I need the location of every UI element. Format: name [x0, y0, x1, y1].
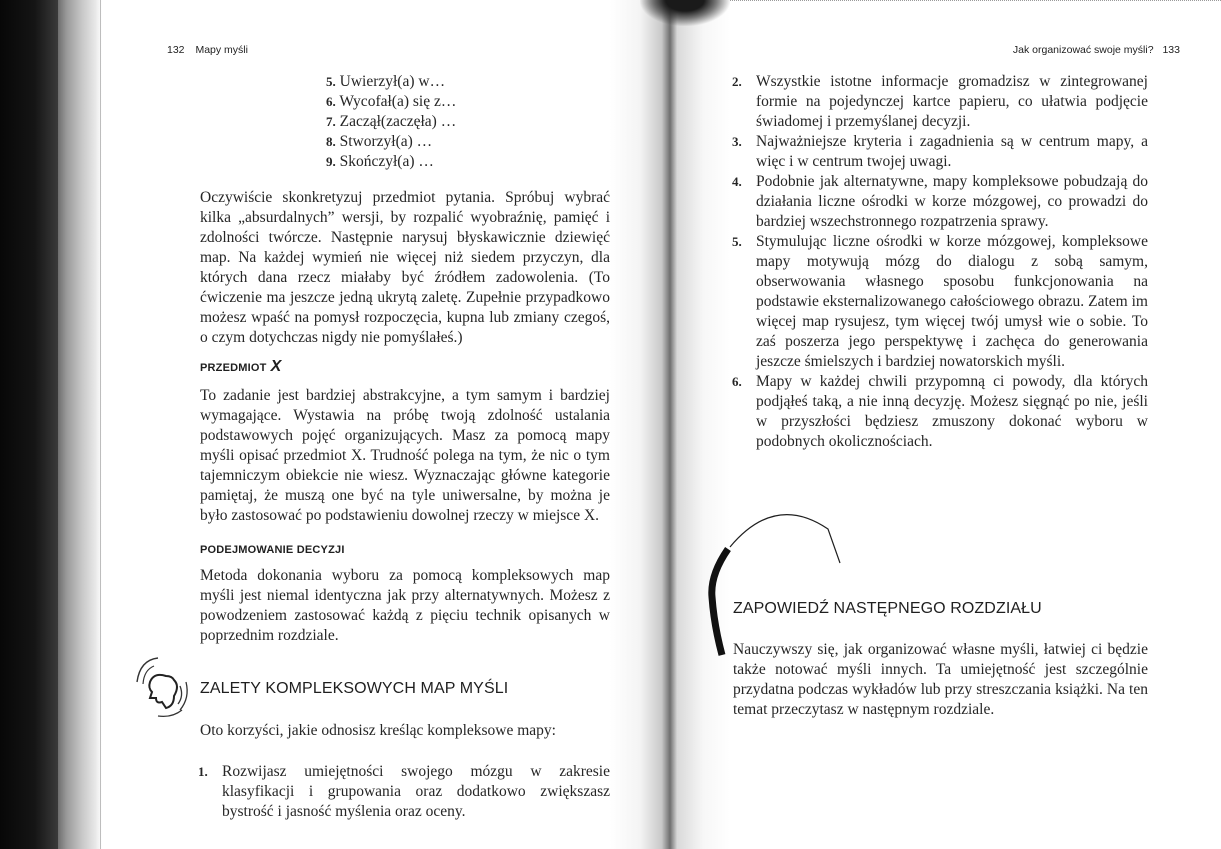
item-number: 8.: [326, 134, 336, 149]
item-number: 4.: [732, 174, 742, 189]
body-paragraph: Metoda dokonania wyboru za pomocą kompleksowych map myśli jest niemal identyczna jak przy alternatywnych. Możesz z powodzeniem zastosować każdą z pięciu technik opisanych w poprzednim rozdziale.: [200, 567, 610, 644]
item-text: Wycofał(a) się z…: [339, 93, 457, 110]
list-item: [198, 762, 610, 822]
benefits-list-right: [732, 72, 1148, 452]
list-item: [326, 92, 456, 112]
list-item: [326, 152, 456, 172]
list-item: [732, 172, 1148, 232]
question-list: [326, 72, 456, 172]
left-page-number: 132: [167, 44, 185, 56]
head-profile-icon: [128, 652, 198, 722]
left-running-head: [167, 44, 248, 58]
item-text: Mapy w każdej chwili przypomną ci powody, dla których podjąłeś taką, a nie inną decyzję. Możesz sięgnąć po nie, jeśli w przyszłości będziesz zmuszony dokonać wyboru w podobnych okolicznościach.: [756, 373, 1148, 450]
item-number: 1.: [198, 764, 208, 779]
page-edge-line: [100, 0, 101, 849]
book-gutter: [610, 0, 730, 849]
body-paragraph: Nauczywszy się, jak organizować własne myśli, łatwiej ci będzie także notować myśli innych. Ta umiejętność jest szczególnie przydatna podczas wykładów lub przy streszczania książki. Na ten temat przeczytasz w następnym rozdziale.: [733, 641, 1148, 718]
item-text: Wszystkie istotne informacje gromadzisz w zintegrowanej formie na pojedynczej kartce papieru, co ułatwia podjęcie świadomej i przemyślanej decyzji.: [756, 73, 1148, 130]
right-running-title: Jak organizować swoje myśli?: [1012, 44, 1154, 56]
body-paragraph: Oczywiście skonkretyzuj przedmiot pytania. Spróbuj wybrać kilka „absurdalnych” wersji, by rozpalić wyobraźnię, pamięć i zdolności twórcze. Następnie narysuj błyskawicznie dziewięć map. Na każdej wymień nie więcej niż siedem przyczyn, dla których dana rzecz miałaby być źródłem zadowolenia. (To ćwiczenie ma jeszcze jedną ukrytą zaletę. Zupełnie przypadkowo możesz wpaść na pomysł rozpoczęcia, kupna lub zmiany czegoś, o czym dotychczas nigdy nie pomyślałeś.): [200, 189, 610, 346]
list-item: [326, 72, 456, 92]
item-number: 5.: [326, 74, 336, 89]
page-edge-shading: [58, 0, 102, 849]
section-subheading: [200, 358, 281, 376]
item-number: 5.: [732, 234, 742, 249]
item-text: Rozwijasz umiejętności swojego mózgu w zakresie klasyfikacji i grupowania oraz dodatkowo zwiększasz bystrość i jasność myślenia oraz oceny.: [222, 763, 610, 820]
right-page-number: 133: [1162, 44, 1180, 56]
list-item: [732, 72, 1148, 132]
chapter-heading-right: ZAPOWIEDŹ NASTĘPNEGO ROZDZIAŁU: [733, 600, 1042, 617]
body-paragraph: Oto korzyści, jakie odnosisz kreśląc kompleksowe mapy:: [200, 722, 556, 739]
item-number: 6.: [326, 94, 336, 109]
item-text: Zaczął(zaczęła) …: [339, 113, 457, 130]
item-text: Podobnie jak alternatywne, mapy kompleksowe pobudzają do działania liczne ośrodki w korze mózgowej, co prowadzi do bardziej wszechstronnego rozpatrzenia sprawy.: [756, 173, 1148, 230]
list-item: [732, 132, 1148, 172]
subheading-text: PRZEDMIOT: [200, 362, 267, 374]
item-number: 7.: [326, 114, 336, 129]
body-paragraph: To zadanie jest bardziej abstrakcyjne, a tym samym i bardziej wymagające. Wystawia na próbę twoją zdolność ustalania podstawowych pojęć organizujących. Masz za pomocą mapy myśli opisać przedmiot X. Trudność polega na tym, że nic o tym tajemniczym obiekcie nie wiesz. Wyznaczając główne kategorie pamiętaj, że muszą one być na tyle uniwersalne, by można je było zastosować po podstawieniu dowolnej rzeczy w miejsce X.: [200, 387, 610, 524]
item-number: 9.: [326, 154, 336, 169]
item-text: Uwierzył(a) w…: [339, 73, 446, 90]
item-number: 6.: [732, 374, 742, 389]
benefits-list-left: [198, 762, 610, 822]
scan-shadow-left: [0, 0, 58, 849]
item-number: 2.: [732, 74, 742, 89]
subheading-x: X: [270, 358, 282, 375]
right-running-head: [990, 44, 1180, 58]
left-running-title: Mapy myśli: [195, 44, 248, 56]
gutter-top-shadow: [640, 0, 730, 26]
list-item: [732, 372, 1148, 452]
chapter-heading-left: ZALETY KOMPLEKSOWYCH MAP MYŚLI: [200, 680, 509, 697]
item-text: Stworzył(a) …: [339, 133, 433, 150]
item-number: 3.: [732, 134, 742, 149]
list-item: [326, 112, 456, 132]
item-text: Najważniejsze kryteria i zagadnienia są w centrum mapy, a więc i w centrum twojej uwagi.: [756, 133, 1148, 170]
list-item: [732, 232, 1148, 372]
item-text: Stymulując liczne ośrodki w korze mózgowej, kompleksowe mapy motywują mózg do dialogu z sobą samym, obserwowania własnego sposobu funkcjonowania na podstawie eksternalizowanego całościowego obrazu. Zatem im więcej map rysujesz, tym więcej twój umysł wie o sobie. To zaś poszerza jego perspektywę i zachęca do generowania jeszcze śmielszych i bardziej nowatorskich myśli.: [756, 233, 1148, 370]
list-item: [326, 132, 456, 152]
item-text: Skończył(a) …: [339, 153, 434, 170]
top-edge-line: [730, 0, 1221, 4]
section-subheading: PODEJMOWANIE DECYZJI: [200, 544, 345, 556]
